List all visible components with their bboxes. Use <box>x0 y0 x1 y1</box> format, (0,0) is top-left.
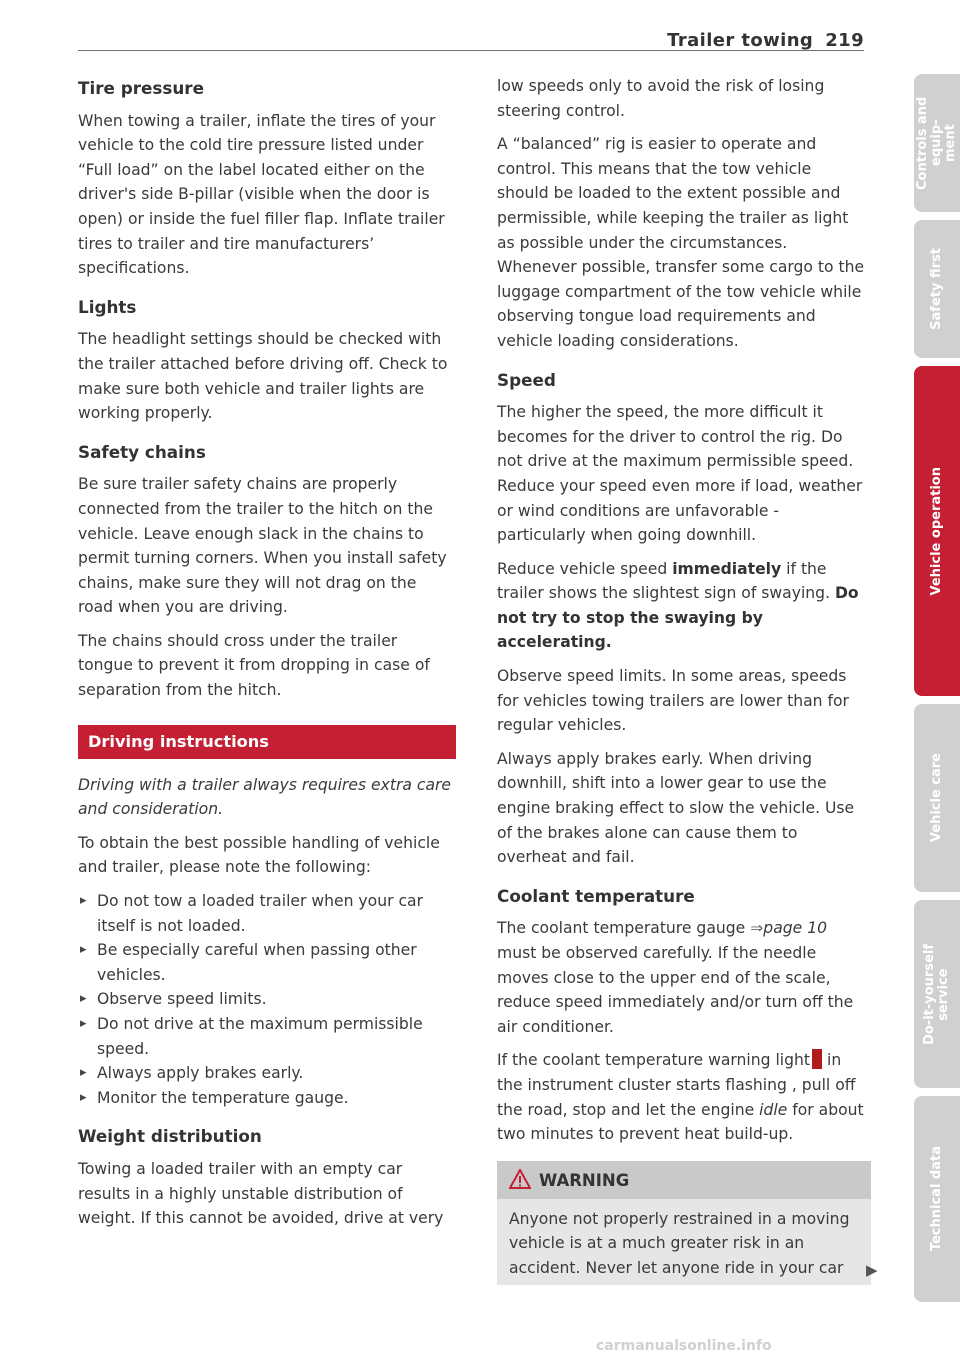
warning-header <box>497 1161 871 1199</box>
continue-arrow-icon: ▶ <box>866 1261 878 1279</box>
safety-chains-text-2: The chains should cross under the trailer tongue to prevent it from dropping in case of separation from the hitch. <box>78 631 430 700</box>
warning-triangle-icon <box>509 1169 531 1195</box>
warning-label: WARNING <box>539 1170 630 1190</box>
coolant-text: The coolant temperature gauge ⇒page 10 must be observed carefully. If the needle moves close to the upper end of the scale, reduce speed immediately and/or turn off the air conditioner. <box>497 919 854 1036</box>
safety-chains-heading: Safety chains <box>78 441 206 462</box>
balanced-rig-text: A “balanced” rig is easier to operate and control. This means that the tow vehicle should be loaded to the extent possible and permissible, while keeping the trailer as light as possible under the circumstances. Whenever possible, transfer some cargo to the luggage compartment of the tow vehicle while observing tongue load requirements and vehicle loading considerations. <box>497 135 865 350</box>
instruction-item: ▸ Do not tow a loaded trailer when your car itself is not loaded. <box>78 889 456 938</box>
instruction-item: ▸ Always apply brakes early. <box>78 1061 456 1086</box>
weight-distribution-text: Towing a loaded trailer with an empty car results in a highly unstable distribution of weight. If this cannot be avoided, drive at very <box>78 1159 444 1228</box>
speed-text: The higher the speed, the more difficult it becomes for the driver to control the rig. Do not drive at the maximum permissible speed. Reduce your speed even more if load, weather or wind conditions are unfavorable - particularly when going downhill. <box>497 403 863 545</box>
warning-light-text: If the coolant temperature warning light in the instrument cluster starts flashing , pull off the road, stop and let the engine idle for about two minutes to prevent heat build-up. <box>497 1051 864 1144</box>
section-intro: Driving with a trailer always requires extra care and consideration. <box>78 775 452 819</box>
reduce-speed-text: Reduce vehicle speed immediately if the trailer shows the slightest sign of swaying. Do not try to stop the swaying by accelerating. <box>497 559 859 652</box>
coolant-temperature-heading: Coolant temperature <box>497 885 695 906</box>
left-column <box>78 74 456 1240</box>
tab-safety-first[interactable]: Safety first <box>914 220 960 358</box>
instruction-item: ▸ Observe speed limits. <box>78 987 456 1012</box>
weight-distribution-heading: Weight distribution <box>78 1126 262 1147</box>
section-banner-driving-instructions: Driving instructions <box>78 725 456 759</box>
brakes-text: Always apply brakes early. When driving downhill, shift into a lower gear to use the engine braking effect to slow the vehicle. Use of the brakes alone can cause them to overheat and fail. <box>497 749 855 867</box>
warning-box <box>497 1161 871 1285</box>
coolant-warning-light-icon <box>812 1049 822 1069</box>
page-reference-link[interactable]: page 10 <box>763 919 828 938</box>
tab-technical-data[interactable]: Technical data <box>914 1096 960 1302</box>
page-number: 219 <box>825 30 864 51</box>
handling-text: To obtain the best possible handling of vehicle and trailer, please note the following: <box>78 833 440 877</box>
tab-vehicle-operation[interactable]: Vehicle operation <box>914 366 960 696</box>
tab-do-it-yourself-service[interactable]: Do-it-yourself service <box>914 900 960 1088</box>
instruction-item: ▸ Be especially careful when passing other vehicles. <box>78 938 456 987</box>
weight-distribution-continued: low speeds only to avoid the risk of losing steering control. <box>497 77 825 120</box>
running-head <box>667 30 864 51</box>
chapter-title: Trailer towing <box>667 30 814 51</box>
instruction-item: ▸ Do not drive at the maximum permissible speed. <box>78 1012 456 1061</box>
tab-vehicle-care[interactable]: Vehicle care <box>914 704 960 892</box>
cross-reference-arrow-icon: ⇒ <box>750 919 764 938</box>
speed-limits-text: Observe speed limits. In some areas, speeds for vehicles towing trailers are lower than for regular vehicles. <box>497 667 849 735</box>
tab-controls-and-equipment[interactable]: Controls and equip- ment <box>914 74 960 212</box>
lights-heading: Lights <box>78 296 137 317</box>
tire-pressure-text: When towing a trailer, inflate the tires of your vehicle to the cold tire pressure listed under “Full load” on the label located either on the driver's side B-pillar (visible when the door is open) or inside the fuel filler flap. Inflate trailer tires to trailer and tire manufacturers’ specifications. <box>78 111 445 278</box>
instruction-list <box>78 889 456 1110</box>
right-column <box>497 74 867 1285</box>
warning-text: Anyone not properly restrained in a moving vehicle is at a much greater risk in an accident. Never let anyone ride in your car <box>509 1209 850 1277</box>
tire-pressure-heading: Tire pressure <box>78 78 204 98</box>
instruction-item: ▸ Monitor the temperature gauge. <box>78 1086 456 1111</box>
speed-heading: Speed <box>497 369 556 390</box>
watermark: carmanualsonline.info <box>596 1338 772 1354</box>
lights-text: The headlight settings should be checked with the trailer attached before driving off. Check to make sure both vehicle and trailer lights are working properly. <box>78 330 448 423</box>
safety-chains-text: Be sure trailer safety chains are properly connected from the trailer to the hitch on the vehicle. Leave enough slack in the chains to permit turning corners. When you install safety chains, make sure they will not drag on the road when you are driving. <box>78 475 447 617</box>
